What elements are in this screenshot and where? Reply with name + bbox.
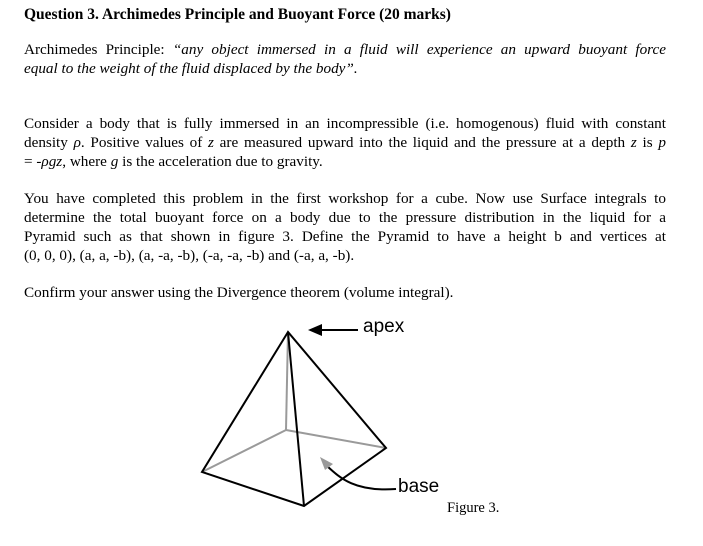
confirm-paragraph: Confirm your answer using the Divergence theorem (volume integral). — [24, 284, 454, 301]
principle-line-1 — [24, 40, 666, 59]
z-symbol: z — [208, 134, 214, 151]
p-symbol: p — [658, 134, 666, 151]
task-paragraph — [24, 189, 666, 265]
pyramid-outline — [202, 332, 386, 506]
task-line-1: You have completed this problem in the first workshop for a cube. Now use Surface integrals to — [24, 190, 666, 207]
pyramid-figure — [180, 310, 420, 520]
g-symbol: g — [110, 153, 119, 170]
base-label: base — [398, 476, 440, 497]
principle-lead: Archimedes Principle: — [24, 41, 173, 58]
principle-quote-part2: equal to the weight of the fluid displaced by the body”. — [24, 60, 358, 77]
z-symbol: z — [630, 134, 637, 151]
pyramid-hidden-edge — [286, 332, 288, 430]
task-line-2: determine the total buoyant force on a body due to the pressure distribution in the liquid for a — [24, 209, 666, 226]
figure-caption: Figure 3. — [447, 500, 500, 516]
task-line-4: (0, 0, 0), (a, a, -b), (a, -a, -b), (-a, -a, -b) and (-a, a, -b). — [24, 247, 355, 264]
setup-text: = - — [24, 153, 42, 170]
setup-text: . Positive values of — [80, 134, 209, 151]
rho-symbol: ρ — [73, 134, 81, 151]
setup-line-1: Consider a body that is fully immersed in an incompressible (i.e. homogenous) fluid with constant — [24, 115, 666, 132]
base-arrow-line — [327, 466, 396, 489]
pyramid-hidden-edge — [286, 430, 386, 448]
task-line-3: Pyramid such as that shown in figure 3. Define the Pyramid to have a height b and vertices at — [24, 228, 666, 245]
setup-text: is — [636, 134, 659, 151]
setup-text: , where — [62, 153, 111, 170]
setup-text: are measured upward into the liquid and the pressure at a depth — [213, 134, 631, 151]
principle-quote-part1: “any object immersed in a fluid will experience an upward buoyant force — [172, 41, 667, 58]
archimedes-principle-paragraph — [24, 40, 666, 78]
pyramid-front-edge — [288, 332, 304, 506]
setup-paragraph — [24, 114, 666, 171]
rho-gz-expression: ρgz — [41, 153, 63, 170]
setup-text: is the acceleration due to gravity. — [118, 153, 323, 170]
apex-arrow-head — [308, 324, 322, 336]
setup-text: density — [24, 134, 74, 151]
setup-line-3 — [24, 152, 666, 171]
apex-label: apex — [363, 316, 405, 337]
base-arrow-head — [320, 457, 333, 470]
question-heading: Question 3. Archimedes Principle and Buoyant Force (20 marks) — [24, 6, 451, 23]
setup-line-2 — [24, 133, 666, 152]
